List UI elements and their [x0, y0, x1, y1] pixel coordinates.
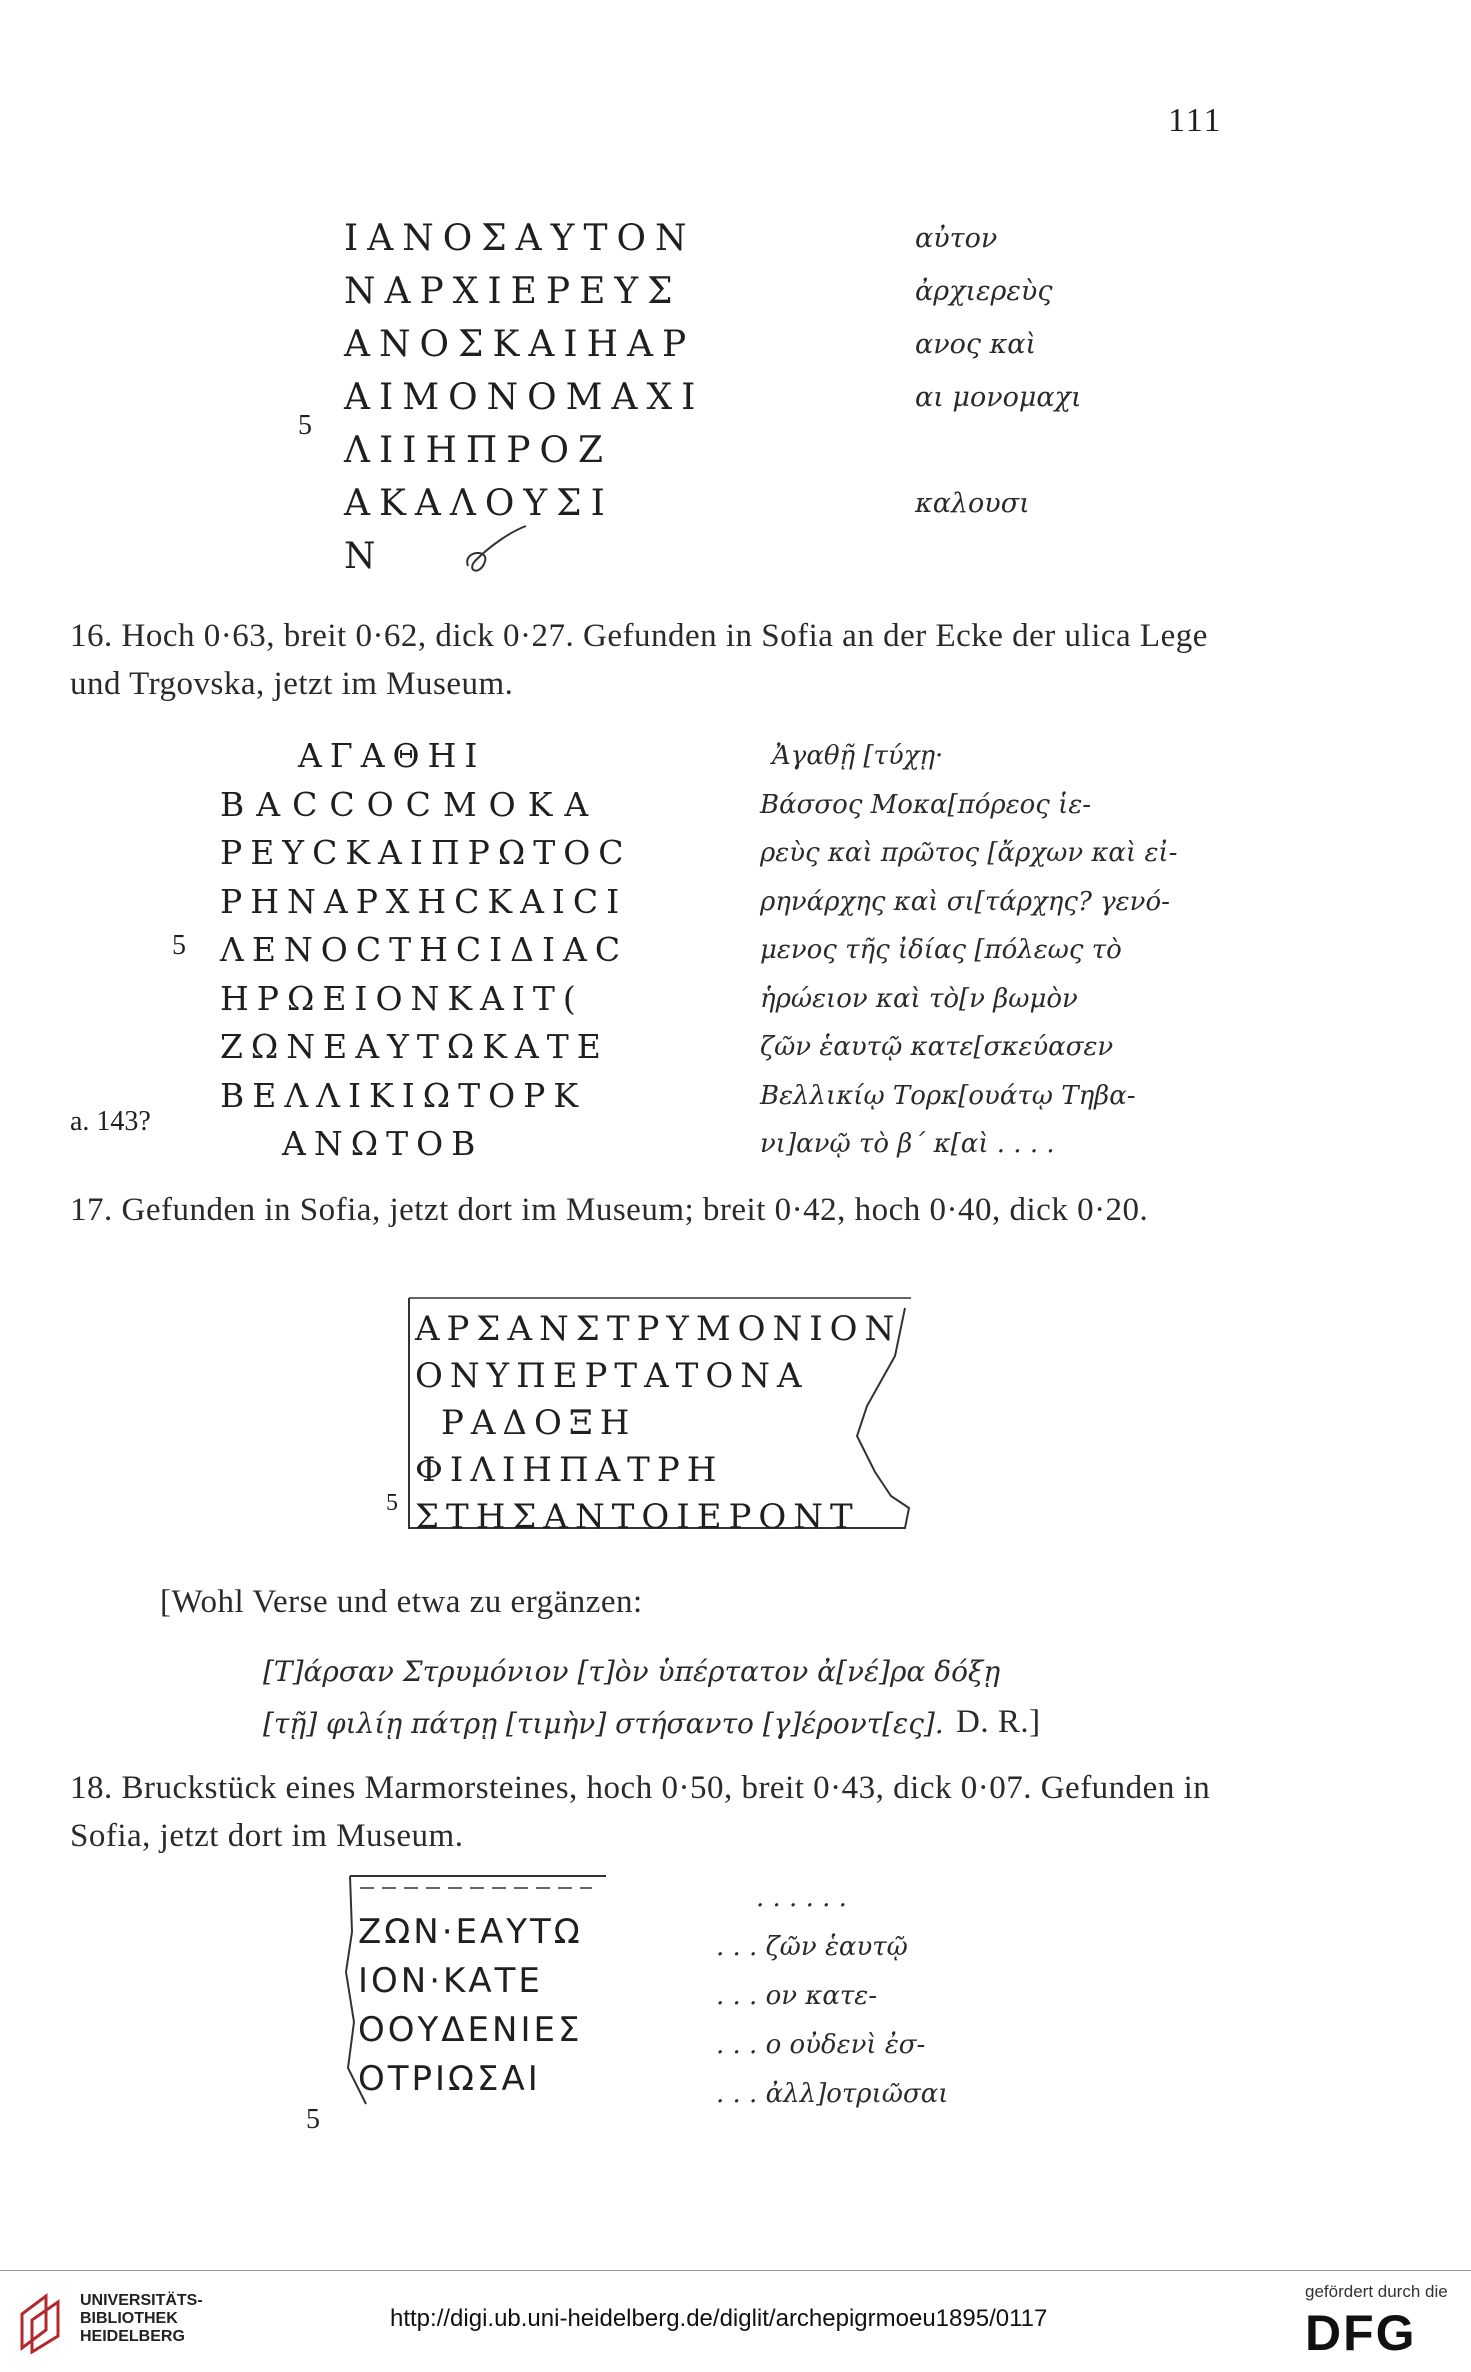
item-17-description: 17. Gefunden in Sofia, jetzt dort im Museum; breit 0·42, hoch 0·40, dick 0·20. [70, 1192, 1149, 1228]
transcription-line: ἀρχιερεὺς [915, 276, 1053, 307]
inscription-line: ΡΕΥCΚΑΙΠΡΩΤΟC [220, 833, 632, 872]
inscription-line: ΗΡΩΕΙΟΝΚΑΙΤ( [220, 978, 584, 1018]
transcription-line: . . . ζῶν ἑαυτῷ [716, 1932, 908, 1962]
source-url-link[interactable]: http://digi.ub.uni-heidelberg.de/diglit/archepigrmoeu1895/0117 [390, 2305, 1048, 2332]
transcription-block-18 [716, 1874, 948, 2119]
leaf-ornament-icon [462, 520, 532, 580]
transcription-line: Βάσσος Μοκα[πόρεος ἱε- [760, 789, 1092, 820]
note-signature: D. R.] [956, 1704, 1041, 1740]
item-16-description: 16. Hoch 0·63, breit 0·62, dick 0·27. Gefunden in Sofia an der Ecke der ulica Lege und Trgovska, jetzt im Museum. [70, 618, 1208, 702]
transcription-line: ρηνάρχης καὶ σι[τάρχης? γενό- [760, 886, 1170, 917]
inscription-block-17 [415, 1306, 901, 1541]
line-number: 5 [298, 410, 312, 441]
footer-divider [0, 2270, 1471, 2271]
library-name-line: BIBLIOTHEK [80, 2310, 178, 2327]
transcription-block-1 [915, 212, 1082, 530]
library-name-line: HEIDELBERG [80, 2328, 185, 2345]
transcription-line: . . . ον κατε- [716, 1981, 878, 2011]
transcription-line: ανος καὶ [915, 329, 1037, 360]
inscription-line: ΙΑΝΟΣΑΥΤΟΝ [344, 218, 696, 259]
inscription-line: ΑΙΜΟΝΟΜΑΧΙ [344, 377, 705, 418]
line-number: 5 [172, 930, 186, 961]
inscription-line: ΙΟΝ·ΚΑΤΕ [358, 1961, 543, 2001]
library-name-line: UNIVERSITÄTS- [80, 2292, 203, 2309]
item-18-description: 18. Bruckstück eines Marmorsteines, hoch 0·50, breit 0·43, dick 0·07. Gefunden in Sofia, jetzt dort im Museum. [70, 1770, 1211, 1854]
inscription-line: Ν [344, 536, 385, 577]
inscription-line: ΖΩΝΕΑΥΤΩΚΑΤΕ [220, 1027, 609, 1066]
inscription-line: ΑΚΑΛΟΥΣΙ [344, 483, 614, 524]
inscription-line: ΛΕΝΟCΤΗCΙΔΙΑC [220, 930, 629, 969]
transcription-line: μενος τῆς ἰδίας [πόλεως τὸ [760, 935, 1122, 965]
line-number: 5 [386, 1490, 398, 1516]
transcription-line: . . . . . . [756, 1883, 847, 1913]
transcription-line: . . . ο οὐδενὶ ἐσ- [716, 2030, 926, 2060]
transcription-line [915, 424, 1082, 477]
inscription-line: ΟΟΥΔΕΝΙΕΣ [358, 2010, 583, 2050]
side-reference: a. 143? [70, 1106, 151, 1137]
inscription-line: ΝΑΡΧΙΕΡΕΥΣ [344, 271, 682, 312]
inscription-line: ΒΕΛΛΙΚΙΩΤΟΡΚ [220, 1075, 587, 1115]
transcription-line: αὐτον [915, 223, 998, 254]
library-name [80, 2292, 203, 2346]
inscription-line: ΑΡΣΑΝΣΤΡΥΜΟΝΙΟΝ [415, 1309, 902, 1349]
dfg-logo: DFG [1305, 2305, 1417, 2361]
transcription-line: Ἀγαθῇ [τύχῃ· [772, 741, 944, 771]
transcription-line: καλουσι [915, 488, 1030, 519]
transcription-line: ζῶν ἑαυτῷ κατε[σκεύασεν [760, 1032, 1114, 1062]
transcription-line: [Τ]άρσαν Στρυμόνιον [τ]ὸν ὑπέρτατον ἀ[νέ]ρα δόξῃ [263, 1655, 1001, 1688]
inscription-line: ΟΤΡΙΩΣΑΙ [358, 2059, 541, 2099]
inscription-block-16 [220, 732, 632, 1169]
transcription-line: ἡρώειον καὶ τὸ[ν βωμὸν [760, 983, 1078, 1014]
inscription-line: ΣΤΗΣΑΝΤΟΙΕΡΟΝΤ [415, 1497, 860, 1537]
transcription-block-16 [760, 732, 1177, 1169]
inscription-line: ΛΙΙΗΠΡΟΖ [344, 430, 612, 471]
inscription-block-18 [358, 1908, 583, 2104]
transcription-line: Βελλικίῳ Τορκ[ουάτῳ Τηβα- [760, 1080, 1136, 1111]
transcription-line: ρεὺς καὶ πρῶτος [ἄρχων καὶ εἰ- [760, 838, 1178, 868]
funding-text: gefördert durch die [1305, 2282, 1448, 2301]
inscription-line: ΦΙΛΙΗΠΑΤΡΗ [415, 1450, 724, 1490]
page-number: 111 [1168, 102, 1223, 139]
inscription-line: ΑΝΟΣΚΑΙΗΑΡ [344, 324, 696, 365]
transcription-line: . . . ἀλλ]οτριῶσαι [716, 2079, 949, 2109]
inscription-line: ΑΓΑΘΗΙ [298, 736, 486, 775]
inscription-line: ΒΑCCOCΜΟΚΑ [220, 784, 601, 824]
editor-note: [Wohl Verse und etwa zu ergänzen: [160, 1584, 643, 1620]
transcription-line: νι]ανῷ τὸ β΄ κ[αὶ . . . . [760, 1129, 1055, 1159]
library-logo-icon [16, 2290, 72, 2354]
inscription-line: ΑΝΩΤΟΒ [282, 1124, 484, 1163]
inscription-line: ΟΝΥΠΕΡΤΑΤΟΝΑ [415, 1356, 809, 1396]
line-number: 5 [306, 2104, 320, 2135]
transcription-line: [τῇ] φιλίῃ πάτρῃ [τιμὴν] στήσαντο [γ]έροντ[ες]. [263, 1707, 944, 1740]
inscription-line: ΡΑΔΟΞΗ [441, 1403, 637, 1443]
transcription-line: αι μονομαχι [915, 382, 1082, 413]
note-transcription [263, 1646, 1000, 1750]
inscription-line: ΖΩΝ·ΕΑΥΤΩ [358, 1912, 583, 1952]
inscription-line: ΡΗΝΑΡΧΗCΚΑΙCΙ [220, 881, 628, 921]
